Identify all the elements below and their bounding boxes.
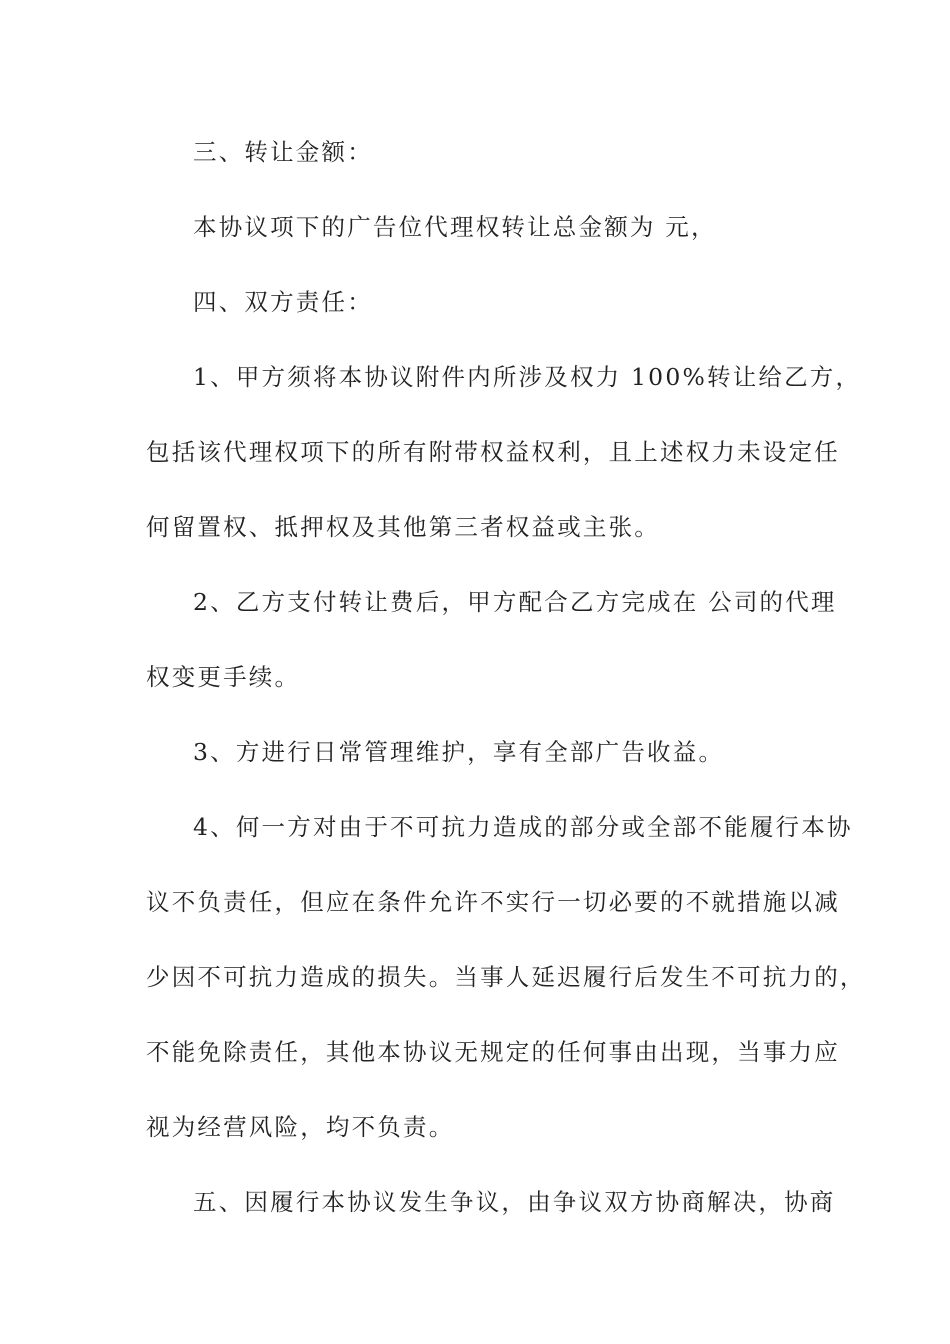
paragraph-line: 视为经营风险，均不负责。 <box>146 1113 455 1141</box>
paragraph-line: 少因不可抗力造成的损失。当事人延迟履行后发生不可抗力的， <box>146 963 866 991</box>
paragraph-line: 1、甲方须将本协议附件内所涉及权力 100%转让给乙方， <box>193 363 862 391</box>
paragraph-line: 议不负责任，但应在条件允许不实行一切必要的不就措施以减 <box>146 888 840 916</box>
paragraph-line: 3、方进行日常管理维护，享有全部广告收益。 <box>193 738 725 766</box>
paragraph-line: 权变更手续。 <box>146 663 301 691</box>
paragraph-line: 本协议项下的广告位代理权转让总金额为 元， <box>193 213 717 241</box>
section-heading-dispute: 五、因履行本协议发生争议，由争议双方协商解决，协商 <box>193 1188 836 1216</box>
paragraph-line: 何留置权、抵押权及其他第三者权益或主张。 <box>146 513 660 541</box>
paragraph-line: 2、乙方支付转让费后，甲方配合乙方完成在 公司的代理 <box>193 588 837 616</box>
paragraph-line: 包括该代理权项下的所有附带权益权利，且上述权力未设定任 <box>146 438 840 466</box>
section-heading-responsibilities: 四、双方责任： <box>193 288 373 316</box>
paragraph-line: 不能免除责任，其他本协议无规定的任何事由出现，当事力应 <box>146 1038 840 1066</box>
paragraph-line: 4、何一方对由于不可抗力造成的部分或全部不能履行本协 <box>193 813 853 841</box>
section-heading-transfer-amount: 三、转让金额： <box>193 138 373 166</box>
